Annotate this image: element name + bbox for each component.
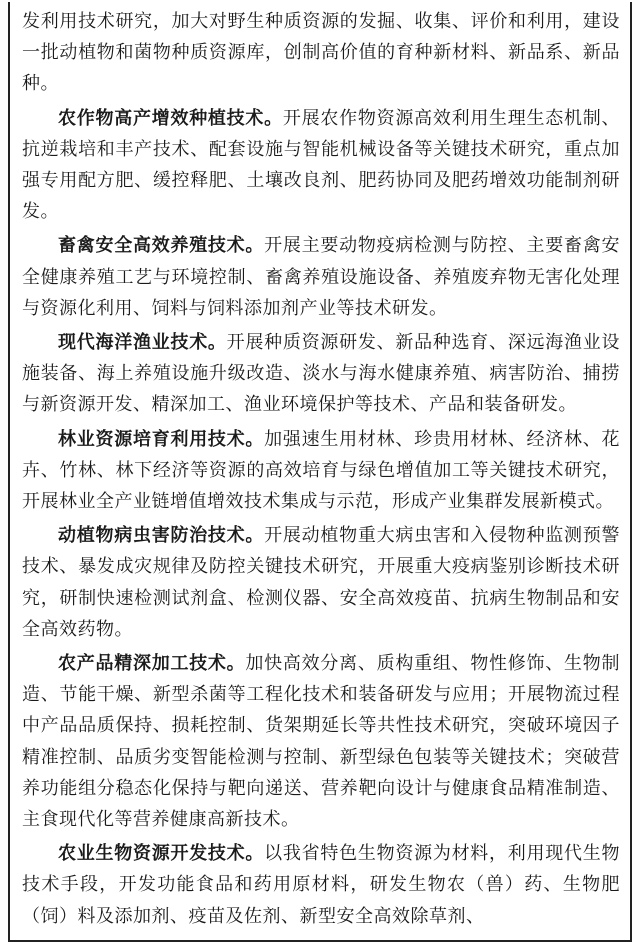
paragraph-body: 以我省特色生物资源为材料，利用现代生物技术手段，开发功能食品和药用原材料，研发生物农（兽）药、生物肥（饲）料及添加剂、疫苗及佐剂、新型安全高效除草剂、 [22,843,620,927]
paragraph-deep-processing [22,648,620,835]
paragraph-heading: 农产品精深加工技术。 [58,653,246,675]
paragraph-heading: 动植物病虫害防治技术。 [58,525,265,547]
paragraph-body: 开展主要动物疫病检测与防控、主要畜禽安全健康养殖工艺与环境控制、畜禽养殖设施设备、养殖废弃物无害化处理与资源化利用、饲料与饲料添加剂产业等技术研发。 [22,235,620,319]
paragraph-bio-resources [22,838,620,932]
paragraph-pest-control [22,520,620,645]
paragraph-livestock-breeding [22,230,620,324]
paragraph-crop-planting [22,103,620,228]
paragraph-marine-fishery [22,327,620,421]
paragraph-heading: 现代海洋渔业技术。 [58,332,227,354]
paragraph-body: 开展动植物重大病虫害和入侵物种监测预警技术、暴发成灾规律及防控关键技术研究，开展重大疫病鉴别诊断技术研究，研制快速检测试剂盒、检测仪器、安全高效疫苗、抗病生物制品和安全高效药物。 [22,525,620,640]
paragraph-heading: 农业生物资源开发技术。 [58,843,265,865]
paragraph-body: 加快高效分离、质构重组、物性修饰、生物制造、节能干燥、新型杀菌等工程化技术和装备研发与应用；开展物流过程中产品品质保持、损耗控制、货架期延长等共性技术研究，突破环境因子精准控制、品质劣变智能检测与控制、新型绿色包装等关键技术；突破营养功能组分稳态化保持与靶向递送、营养靶向设计与健康食品精准制造、主食现代化等营养健康高新技术。 [22,653,621,831]
paragraph-forestry-resources [22,424,620,518]
document-page [8,2,632,942]
paragraph-heading: 农作物高产增效种植技术。 [58,107,283,129]
paragraph-heading: 林业资源培育利用技术。 [58,428,265,450]
paragraph-body: 发利用技术研究，加大对野生种质资源的发掘、收集、评价和利用，建设一批动植物和菌物种质资源库，创制高价值的育种新材料、新品系、新品种。 [22,11,620,95]
paragraph-body: 加强速生用材林、珍贵用材林、经济林、花卉、竹林、林下经济等资源的高效培育与绿色增值加工等关键技术研究，开展林业全产业链增值增效技术集成与示范，形成产业集群发展新模式。 [22,428,620,513]
paragraph-body: 开展种质资源研发、新品种选育、深远海渔业设施装备、海上养殖设施升级改造、淡水与海水健康养殖、病害防治、捕捞与新资源开发、精深加工、渔业环境保护等技术、产品和装备研发。 [22,332,620,416]
paragraph-germplasm-continued [22,6,620,100]
paragraph-body: 开展农作物资源高效利用生理生态机制、抗逆栽培和丰产技术、配套设施与智能机械设备等关键技术研究，重点加强专用配方肥、缓控释肥、土壤改良剂、肥药协同及肥药增效功能制剂研发。 [22,107,621,223]
paragraph-heading: 畜禽安全高效养殖技术。 [58,235,265,257]
